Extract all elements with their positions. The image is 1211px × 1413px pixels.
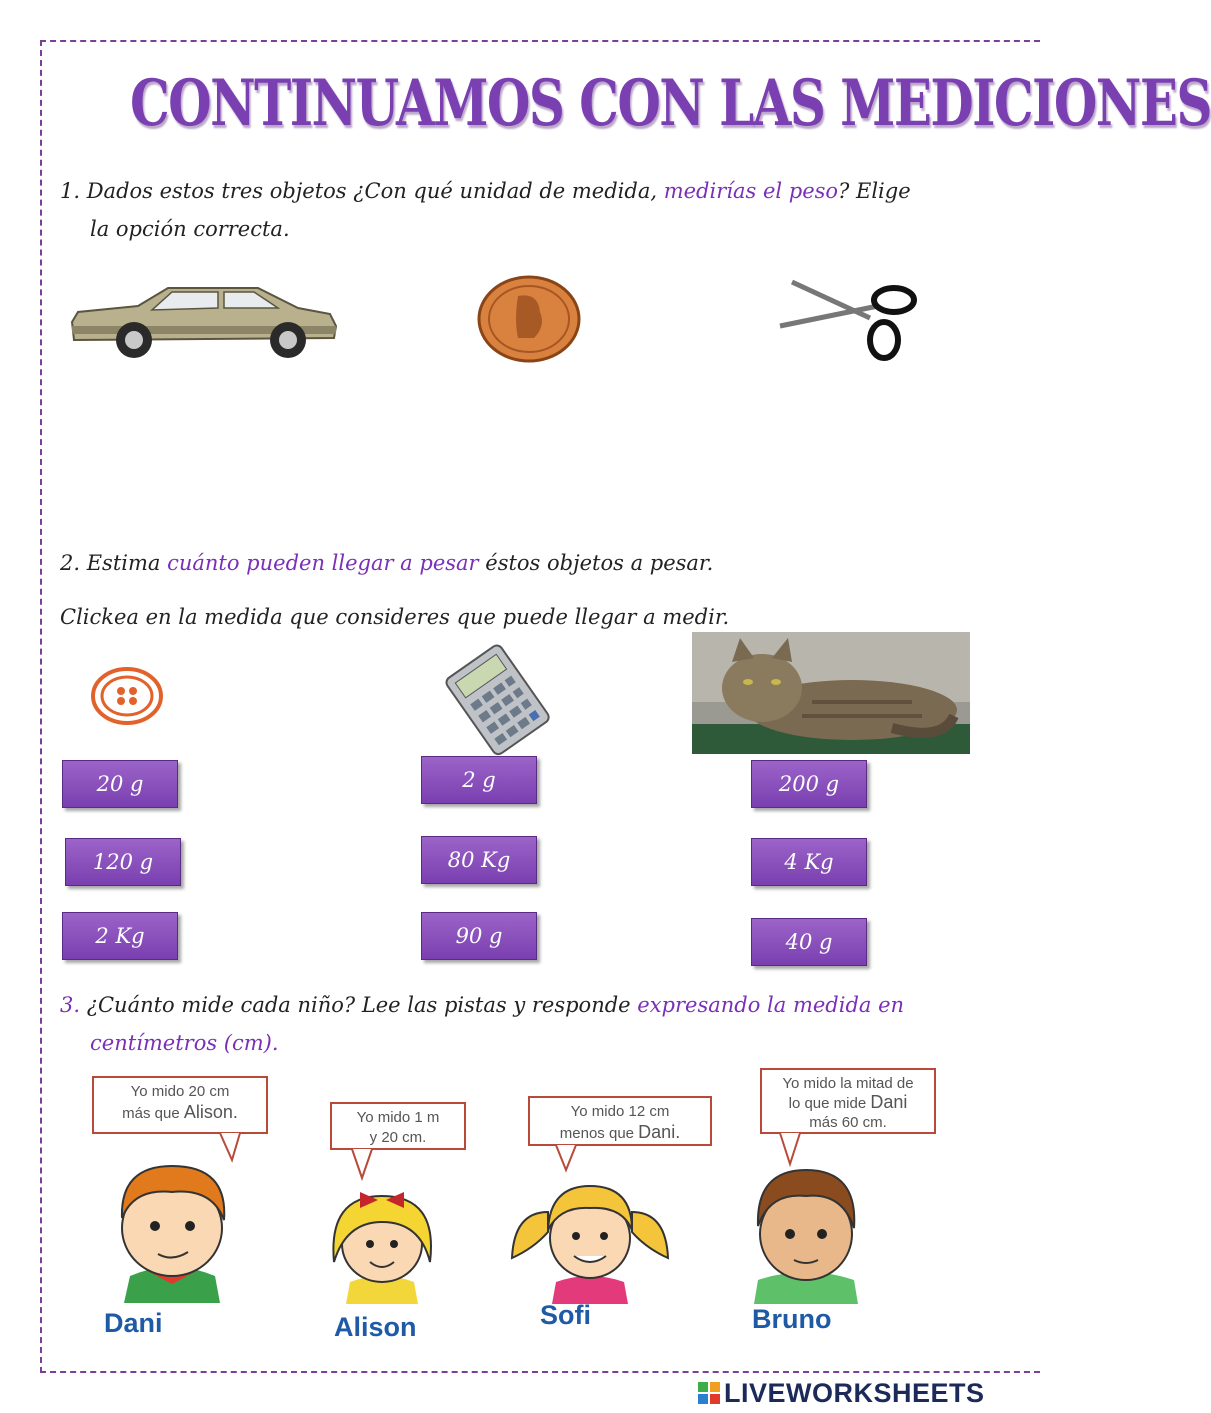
option-cat-4kg[interactable]: 4 Kg: [751, 838, 867, 886]
clue-text: más 60 cm.: [809, 1114, 887, 1131]
kid-name-alison: Alison: [334, 1312, 417, 1342]
option-cat-200g[interactable]: 200 g: [751, 760, 867, 808]
clue-name: Alison.: [183, 1102, 238, 1122]
alison-illustration: [320, 1182, 444, 1304]
dani-illustration: [100, 1158, 245, 1303]
q3-highlight-line2: centímetros (cm).: [90, 1031, 279, 1055]
clue-text: Yo mido 20 cm: [130, 1083, 230, 1100]
bruno-illustration: [736, 1164, 876, 1304]
liveworksheets-brand[interactable]: LIVEWORKSHEETS: [724, 1378, 985, 1408]
option-cat-40g[interactable]: 40 g: [751, 918, 867, 966]
q3-highlight: expresando la medida en: [637, 993, 905, 1017]
clue-text: Yo mido 1 m: [356, 1109, 440, 1126]
q1-highlight: medirías el peso: [663, 179, 839, 203]
clue-name: Dani.: [638, 1122, 681, 1142]
q1-text: 1. Dados estos tres objetos ¿Con qué unidad de medida,: [60, 179, 664, 203]
liveworksheets-logo-icon: [698, 1382, 720, 1406]
option-button-2kg[interactable]: 2 Kg: [62, 912, 178, 960]
clue-text: menos que Dani.: [559, 1122, 681, 1142]
q3-text: ¿Cuánto mide cada niño? Lee las pistas y responde: [80, 993, 638, 1017]
clue-text: más que Alison.: [122, 1102, 238, 1122]
kid-name-dani: Dani: [104, 1308, 163, 1338]
clue-text: lo que mide Dani: [788, 1092, 908, 1112]
option-button-120g[interactable]: 120 g: [65, 838, 181, 886]
worksheet-title: CONTINUAMOS CON LAS MEDICIONES: [130, 66, 1211, 141]
question-2-instruction: Clickea en la medida que consideres que puede llegar a medir.: [60, 605, 730, 629]
option-calculator-80kg[interactable]: 80 Kg: [421, 836, 537, 884]
q2-text: 2. Estima: [60, 551, 168, 575]
kid-name-bruno: Bruno: [752, 1304, 832, 1334]
sofi-illustration: [504, 1172, 676, 1304]
kid-name-sofi: Sofi: [540, 1300, 591, 1330]
q1-text-line2: la opción correcta.: [90, 217, 290, 241]
option-button-20g[interactable]: 20 g: [62, 760, 178, 808]
clue-name: Dani: [870, 1092, 908, 1112]
q3-number: 3.: [60, 993, 81, 1017]
option-calculator-2g[interactable]: 2 g: [421, 756, 537, 804]
clue-text: Yo mido 12 cm: [570, 1103, 670, 1120]
q1-text-end: ? Elige: [838, 179, 911, 203]
option-calculator-90g[interactable]: 90 g: [421, 912, 537, 960]
q2-text-end: éstos objetos a pesar.: [478, 551, 714, 575]
q2-highlight: cuánto pueden llegar a pesar: [167, 551, 479, 575]
clue-text: y 20 cm.: [369, 1129, 427, 1146]
clue-text: Yo mido la mitad de: [782, 1075, 914, 1092]
